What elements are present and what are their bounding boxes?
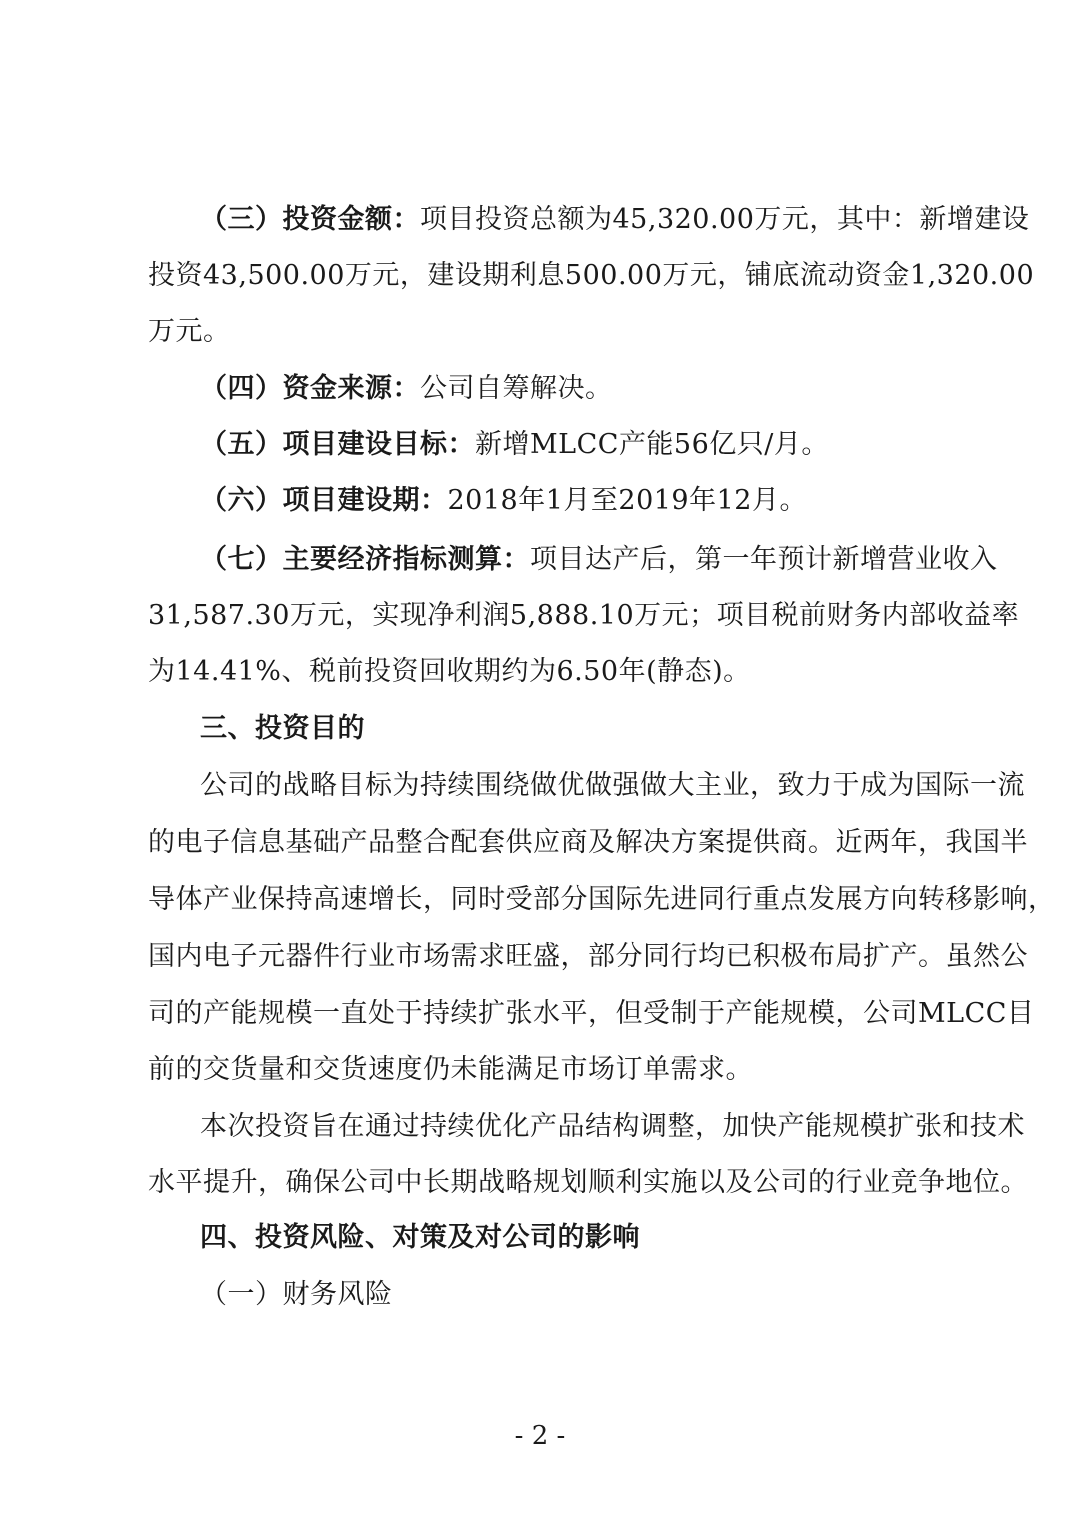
p6-label: （六）项目建设期： bbox=[200, 485, 448, 516]
section4-heading: 四、投资风险、对策及对公司的影响 bbox=[200, 1222, 640, 1253]
p7-line1 bbox=[200, 540, 998, 580]
p5-label: （五）项目建设目标： bbox=[200, 429, 475, 460]
p3-line1 bbox=[200, 200, 1030, 240]
p6-line bbox=[200, 481, 948, 521]
p5-text: 新增MLCC产能56亿只/月。 bbox=[475, 429, 829, 460]
section3-para1-line2: 的电子信息基础产品整合配套供应商及解决方案提供商。近两年，我国半 bbox=[148, 827, 1028, 858]
p4-line bbox=[200, 369, 948, 409]
p7-line3: 为14.41%、税前投资回收期约为6.50年(静态)。 bbox=[148, 656, 751, 687]
section3-para1-line6: 前的交货量和交货速度仍未能满足市场订单需求。 bbox=[148, 1054, 753, 1085]
section3-para2-line2: 水平提升，确保公司中长期战略规划顺利实施以及公司的行业竞争地位。 bbox=[148, 1167, 1028, 1198]
p3-line2: 投资43,500.00万元，建设期利息500.00万元，铺底流动资金1,320.00 bbox=[148, 260, 1035, 291]
p7-line1-text: 项目达产后，第一年预计新增营业收入 bbox=[530, 544, 998, 575]
p4-text: 公司自筹解决。 bbox=[420, 373, 613, 404]
section3-para2-line1: 本次投资旨在通过持续优化产品结构调整，加快产能规模扩张和技术 bbox=[200, 1111, 1025, 1142]
p3-line3: 万元。 bbox=[148, 316, 231, 347]
section3-heading: 三、投资目的 bbox=[200, 713, 365, 744]
p4-label: （四）资金来源： bbox=[200, 373, 420, 404]
p6-text: 2018年1月至2019年12月。 bbox=[447, 485, 807, 516]
section3-para1-line3: 导体产业保持高速增长，同时受部分国际先进同行重点发展方向转移影响， bbox=[148, 884, 1056, 915]
section3-para1-line4: 国内电子元器件行业市场需求旺盛，部分同行均已积极布局扩产。虽然公 bbox=[148, 941, 1028, 972]
p3-label: （三）投资金额： bbox=[200, 204, 420, 235]
page-number: - 2 - bbox=[514, 1421, 566, 1451]
p7-label: （七）主要经济指标测算： bbox=[200, 544, 530, 575]
section3-para1-line1: 公司的战略目标为持续围绕做优做强做大主业，致力于成为国际一流 bbox=[200, 770, 1025, 801]
p7-line2: 31,587.30万元，实现净利润5,888.10万元；项目税前财务内部收益率 bbox=[148, 600, 1020, 631]
p5-line bbox=[200, 425, 948, 465]
section3-para1-line5: 司的产能规模一直处于持续扩张水平，但受制于产能规模，公司MLCC目 bbox=[148, 998, 1035, 1029]
p3-line1-text: 项目投资总额为45,320.00万元，其中：新增建设 bbox=[420, 204, 1030, 235]
section4-sub1: （一）财务风险 bbox=[200, 1279, 393, 1310]
